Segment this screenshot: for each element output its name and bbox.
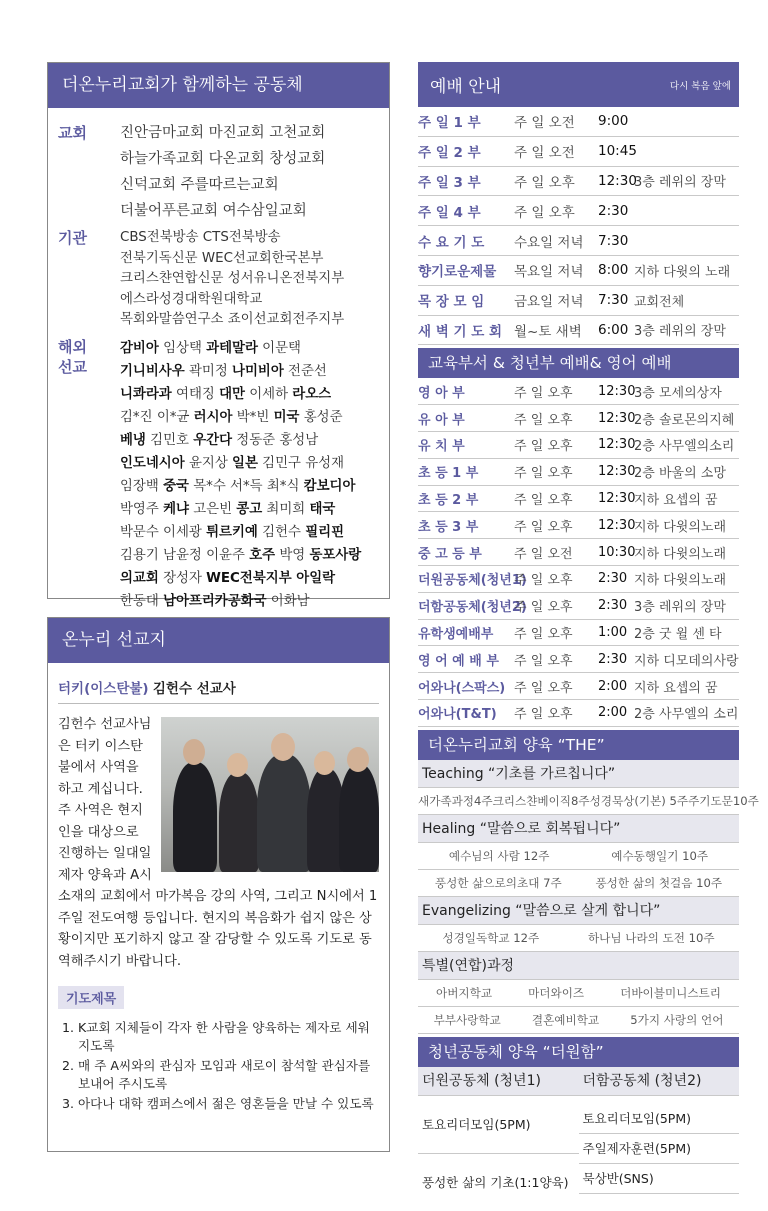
- org-line: 전북기독신문 WEC선교회한국본부: [120, 250, 324, 266]
- org-line: 목회와말씀연구소 죠이선교회전주지부: [120, 312, 345, 327]
- missionary-heading: [58, 677, 379, 704]
- the-group-heading: 특별(연합)과정: [418, 952, 739, 980]
- prayer-list: [48, 1009, 389, 1113]
- mission-line: [120, 544, 379, 567]
- service-row: [418, 486, 739, 513]
- the-item-row: [418, 788, 759, 815]
- service-day: 주 일 오후: [514, 519, 573, 535]
- mission-names: 김용기 남윤정 이윤주: [120, 547, 250, 563]
- community-panel: [47, 62, 390, 609]
- service-place: 2층 바울의 소망: [634, 466, 726, 482]
- mission-line: [120, 406, 379, 429]
- org-line: CBS전북방송 CTS전북방송: [120, 230, 281, 245]
- worship-header: [418, 62, 739, 107]
- the-group-heading: Teaching “기초를 가르칩니다”: [418, 760, 739, 788]
- mission-names: 임장백: [120, 478, 164, 494]
- service-name: 영 아 부: [418, 385, 465, 401]
- youth-col-heading: 더함공동체 (청년2): [579, 1067, 740, 1096]
- service-name: 중 고 등 부: [418, 546, 482, 562]
- mission-country: 케냐: [163, 501, 189, 517]
- service-row: [418, 107, 739, 137]
- mission-line: [120, 429, 379, 452]
- service-name: 어와나(스팍스): [418, 680, 506, 696]
- service-place: 지하 다윗의 노래: [634, 264, 731, 280]
- service-row: [418, 316, 739, 346]
- service-time: 12:30: [598, 490, 636, 506]
- mission-country: 캄보디아: [303, 478, 356, 494]
- mission-names: 박영주: [120, 501, 164, 517]
- service-time: 2:30: [598, 571, 628, 587]
- service-row: [418, 512, 739, 539]
- service-day: 주 일 오후: [514, 653, 573, 669]
- mission-line: [120, 360, 379, 383]
- service-place: 지하 디모데의사랑: [634, 653, 739, 669]
- churches-list: [120, 120, 379, 224]
- youth-item: 풍성한 삶의 기초(1:1양육): [418, 1154, 579, 1211]
- mission-country: 기니비사우: [120, 363, 185, 379]
- mission-names: 김*진 이*균: [120, 409, 194, 425]
- mission-names: 윤지상: [184, 455, 233, 471]
- mission-line: [120, 475, 379, 498]
- service-row: [418, 673, 739, 700]
- service-name: 유학생예배부: [418, 626, 494, 642]
- mission-line: [120, 567, 379, 590]
- service-day: 주 일 오후: [514, 492, 573, 508]
- mission-country: 러시아: [193, 409, 233, 425]
- service-time: 7:30: [598, 232, 629, 249]
- service-row: [418, 539, 739, 566]
- mission-list: [120, 337, 379, 613]
- service-row: [418, 196, 739, 226]
- the-title: 더온누리교회 양육 “THE”: [418, 730, 739, 760]
- mission-country: 베냉: [120, 432, 146, 448]
- mission-names: 정동준 홍성남: [232, 432, 319, 448]
- service-place: 2층 굿 윌 센 타: [634, 626, 722, 642]
- the-item-row: [418, 980, 739, 1007]
- the-item-row: [418, 1007, 739, 1034]
- youth-col-heading: 더원공동체 (청년1): [418, 1067, 579, 1096]
- mission-country: 의교회: [120, 570, 159, 586]
- service-place: 3층 레위의 장막: [634, 600, 726, 616]
- missionary-family-photo: [161, 717, 379, 872]
- service-time: 12:30: [598, 464, 636, 480]
- worship-list: [418, 107, 739, 345]
- service-time: 9:00: [598, 113, 629, 130]
- mission-country: 감비아: [120, 340, 159, 356]
- prayer-label: 기도제목: [58, 986, 124, 1009]
- education-title: 교육부서 & 청년부 예배& 영어 예배: [418, 348, 739, 378]
- the-item: 성경일독학교 12주: [442, 930, 540, 945]
- service-row: [418, 700, 739, 727]
- church-line: 신덕교회 주를따르는교회: [120, 177, 279, 193]
- service-time: 8:00: [598, 262, 629, 279]
- mission-names: 최미희: [262, 501, 310, 517]
- service-row: [418, 566, 739, 593]
- service-day: 주 일 오후: [514, 626, 573, 642]
- prayer-item: 1. K교회 지체들이 각자 한 사람을 양육하는 제자로 세워지도록: [62, 1020, 370, 1053]
- service-day: 주 일 오전: [514, 145, 575, 162]
- service-day: 주 일 오후: [514, 174, 575, 191]
- service-place: 2층 사무엘의 소리: [634, 707, 739, 723]
- service-time: 10:30: [598, 544, 636, 560]
- the-item: 성경묵상(기본) 5주: [589, 793, 689, 808]
- mission-names: 여태징: [171, 386, 220, 402]
- mission-label-line: 해외: [58, 337, 87, 356]
- service-time: 10:45: [598, 143, 637, 160]
- service-name: 주 일 2 부: [418, 145, 481, 162]
- worship-title: 예배 안내: [430, 77, 502, 97]
- service-place: 지하 다윗의노래: [634, 573, 727, 589]
- mission-country: 대만: [219, 386, 245, 402]
- the-item: 결혼예비학교: [531, 1012, 600, 1027]
- mission-country: WEC전북지부 아일락: [206, 570, 336, 586]
- service-row: [418, 432, 739, 459]
- service-place: 지하 요셉의 꿈: [634, 680, 718, 696]
- service-place: 3층 레위의 장막: [634, 175, 726, 191]
- the-list: [418, 760, 759, 1034]
- the-item: 풍성한 삶의 첫걸음 10주: [595, 875, 723, 890]
- youth-item: 토요리더모임(5PM): [579, 1104, 740, 1134]
- youth-table: [418, 1067, 739, 1211]
- service-name: 유 치 부: [418, 439, 465, 455]
- org-line: 에스라성경대학원대학교: [120, 291, 263, 307]
- mission-line: [120, 452, 379, 475]
- missionary-panel: [47, 617, 390, 1152]
- the-item: 풍성한 삶으로의초대 7주: [434, 875, 562, 890]
- service-time: 2:30: [598, 202, 629, 219]
- service-place: 3층 모세의상자: [634, 385, 722, 401]
- mission-names: 곽미정: [184, 363, 233, 379]
- the-group-heading: Healing “말씀으로 회복됩니다”: [418, 815, 739, 843]
- service-name: 주 일 3 부: [418, 174, 481, 191]
- service-day: 주 일 오후: [514, 680, 573, 696]
- mission-names: 이문택: [257, 340, 301, 356]
- mission-country: 일본: [232, 455, 258, 471]
- mission-country: 콩고: [236, 501, 263, 517]
- mission-country: 튀르키예: [206, 524, 258, 540]
- service-name: 어와나(T&T): [418, 707, 497, 723]
- service-name: 더원공동체(청년1): [418, 573, 527, 589]
- mission-country: 중국: [163, 478, 189, 494]
- orgs-label: 기관: [58, 229, 87, 247]
- community-title: 더온누리교회가 함께하는 공동체: [48, 63, 389, 108]
- service-day: 주 일 오후: [514, 439, 573, 455]
- mission-country: 니콰라과: [120, 386, 172, 402]
- service-row: [418, 226, 739, 256]
- service-name: 더함공동체(청년2): [418, 600, 527, 616]
- service-place: 3층 레위의 장막: [634, 324, 726, 340]
- service-day: 주 일 오후: [514, 707, 573, 723]
- service-place: 교회전체: [634, 294, 685, 310]
- youth-item: 토요리더모임(5PM): [418, 1096, 579, 1154]
- mission-line: [120, 383, 379, 406]
- mission-country: 과테말라: [206, 340, 258, 356]
- service-name: 주 일 1 부: [418, 115, 481, 132]
- mission-label-line: 선교: [58, 357, 87, 376]
- the-item: 주기도문10주: [688, 793, 759, 808]
- prayer-item: 3. 아다나 대학 캠퍼스에서 젊은 영혼들을 만날 수 있도록: [62, 1096, 374, 1111]
- service-day: 주 일 오후: [514, 412, 573, 428]
- service-name: 초 등 3 부: [418, 519, 479, 535]
- service-day: 주 일 오후: [514, 573, 573, 589]
- service-time: 12:30: [598, 437, 636, 453]
- mission-names: 홍성준: [299, 409, 343, 425]
- education-list: [418, 378, 739, 726]
- mission-country: 태국: [309, 501, 336, 517]
- mission-names: 한동대: [120, 593, 164, 609]
- mission-line: [120, 498, 379, 521]
- worship-subtitle: 다시 복음 앞에: [669, 80, 731, 92]
- mission-row: [58, 337, 379, 613]
- service-day: 주 일 오후: [514, 600, 573, 616]
- mission-line: [120, 337, 379, 360]
- mission-names: 임상택: [158, 340, 207, 356]
- service-day: 월~토 새벽: [514, 323, 582, 340]
- service-time: 6:00: [598, 321, 629, 338]
- mission-country: 라오스: [292, 386, 332, 402]
- churches-label: 교회: [58, 124, 87, 142]
- service-row: [418, 256, 739, 286]
- service-row: [418, 167, 739, 197]
- service-row: [418, 378, 739, 405]
- orgs-list: [120, 228, 379, 331]
- the-item: 더바이블미니스트리: [620, 985, 721, 1000]
- mission-names: 김민구 유성재: [257, 455, 345, 471]
- service-name: 향기로운제물: [418, 264, 497, 281]
- service-day: 금요일 저녁: [514, 294, 584, 311]
- the-item: 아버지학교: [436, 985, 493, 1000]
- mission-names: 박영: [275, 547, 310, 563]
- service-row: [418, 405, 739, 432]
- service-place: 지하 다윗의노래: [634, 519, 727, 535]
- service-name: 목 장 모 임: [418, 294, 485, 311]
- service-name: 주 일 4 부: [418, 204, 481, 221]
- church-line: 하늘가족교회 다온교회 창성교회: [120, 151, 326, 167]
- service-name: 유 아 부: [418, 412, 465, 428]
- service-day: 주 일 오후: [514, 204, 575, 221]
- service-place: 지하 다윗의노래: [634, 546, 727, 562]
- service-day: 주 일 오전: [514, 115, 575, 132]
- mission-country: 나미비아: [232, 363, 284, 379]
- church-line: 더불어푸른교회 여수삼일교회: [120, 203, 307, 219]
- service-name: 초 등 2 부: [418, 492, 479, 508]
- the-item-row: [418, 843, 739, 870]
- missionary-location: 터키(이스탄불): [58, 681, 149, 697]
- mission-country: 우간다: [193, 432, 233, 448]
- service-day: 수요일 저녁: [514, 234, 584, 251]
- mission-names: 이화남: [266, 593, 310, 609]
- churches-row: [58, 120, 379, 224]
- mission-country: 동포사랑: [309, 547, 362, 563]
- service-name: 새 벽 기 도 회: [418, 323, 503, 340]
- service-time: 1:00: [598, 624, 628, 640]
- service-place: 2층 사무엘의소리: [634, 439, 735, 455]
- the-item-row: [418, 925, 739, 952]
- service-row: [418, 137, 739, 167]
- service-row: [418, 286, 739, 316]
- service-place: 2층 솔로몬의지혜: [634, 412, 735, 428]
- the-item: 하나님 나라의 도전 10주: [587, 930, 715, 945]
- service-day: 주 일 오후: [514, 385, 573, 401]
- missionary-story-block: [48, 704, 389, 972]
- missionary-title: 온누리 선교지: [48, 618, 389, 663]
- service-name: 초 등 1 부: [418, 466, 479, 482]
- the-item: 크리스챤베이직8주: [492, 793, 590, 808]
- service-day: 주 일 오후: [514, 466, 573, 482]
- service-day: 주 일 오전: [514, 546, 573, 562]
- service-row: [418, 620, 739, 647]
- church-line: 진안금마교회 마진교회 고천교회: [120, 125, 326, 141]
- service-time: 2:30: [598, 598, 628, 614]
- service-time: 2:00: [598, 678, 628, 694]
- mission-line: [120, 521, 379, 544]
- service-time: 12:30: [598, 517, 636, 533]
- mission-country: 인도네시아: [120, 455, 185, 471]
- youth-item: 주일제자훈련(5PM): [579, 1134, 740, 1164]
- mission-names: 장성자: [158, 570, 207, 586]
- service-place: 지하 요셉의 꿈: [634, 492, 718, 508]
- the-group-heading: Evangelizing “말씀으로 살게 합니다”: [418, 897, 739, 925]
- the-item-row: [418, 870, 739, 897]
- service-time: 12:30: [598, 410, 636, 426]
- the-item: 마더와이즈: [528, 985, 585, 1000]
- service-time: 12:30: [598, 172, 637, 189]
- missionary-story: 김헌수 선교사님은 터키 이스탄불에서 사역을 하고 계십니다. 주 사역은 현지인을 대상으로 진행하는 일대일 제자 양육과 A시 소재의 교회에서 마가복음 강의 사역, 그리고 N시에서 1주일 전도여행 등입니다. 현지의 복음화가 쉽지 않은 상황이지만 포기하지 않고 잘 감당할 수 있도록 기도로 동역해주시기 바랍니다.: [58, 717, 378, 969]
- youth-col-2: [579, 1067, 740, 1211]
- youth-title: 청년공동체 양육 “더원함”: [418, 1037, 739, 1067]
- mission-names: 이세하: [244, 386, 293, 402]
- missionary-name: 김헌수 선교사: [152, 681, 236, 697]
- the-item: 예수동행일기 10주: [611, 848, 709, 863]
- service-row: [418, 593, 739, 620]
- mission-label: [58, 337, 120, 613]
- mission-country: 남아프리카공화국: [163, 593, 267, 609]
- service-name: 수 요 기 도: [418, 234, 485, 251]
- mission-names: 박문수 이세광: [120, 524, 207, 540]
- right-column: [418, 62, 759, 1211]
- service-time: 12:30: [598, 383, 636, 399]
- the-item: 5가지 사랑의 언어: [630, 1012, 724, 1027]
- the-item: 새가족과정4주: [418, 793, 493, 808]
- mission-names: 김민호: [145, 432, 194, 448]
- the-item: 예수님의 사람 12주: [448, 848, 550, 863]
- mission-names: 목*수 서*득 최*식: [188, 478, 304, 494]
- prayer-item: 2. 매 주 A씨와의 관심자 모임과 새로이 참석할 관심자를 보내어 주시도록: [62, 1058, 371, 1091]
- the-item: 부부사랑학교: [433, 1012, 501, 1027]
- service-time: 7:30: [598, 292, 629, 309]
- service-name: 영 어 예 배 부: [418, 653, 499, 669]
- service-time: 2:00: [598, 705, 628, 721]
- mission-country: 필리핀: [305, 524, 345, 540]
- youth-item: 묵상반(SNS): [579, 1164, 740, 1194]
- orgs-row: [58, 228, 379, 331]
- service-row: [418, 459, 739, 486]
- service-time: 2:30: [598, 651, 628, 667]
- mission-country: 미국: [273, 409, 300, 425]
- mission-line: [120, 590, 379, 613]
- youth-col-1: [418, 1067, 579, 1211]
- service-day: 목요일 저녁: [514, 264, 584, 281]
- mission-names: 박*빈: [232, 409, 274, 425]
- mission-country: 호주: [249, 547, 276, 563]
- service-row: [418, 646, 739, 673]
- mission-names: 김헌수: [257, 524, 306, 540]
- mission-names: 고은빈: [188, 501, 237, 517]
- org-line: 크리스챤연합신문 성서유니온전북지부: [120, 271, 345, 286]
- mission-names: 전준선: [283, 363, 327, 379]
